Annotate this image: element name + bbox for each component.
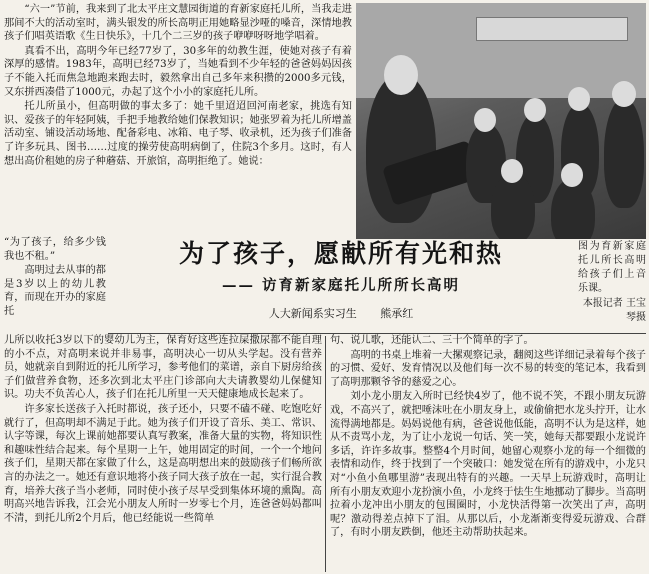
- paragraph: “为了孩子，给多少钱我也不租。”: [4, 237, 106, 262]
- article-photo: [356, 3, 646, 239]
- article-body-bottom-left: [4, 334, 322, 574]
- caption-text: 图为育新家庭托儿所长高明给孩子们上音乐课。: [578, 241, 646, 294]
- byline-author: 熊承红: [380, 307, 414, 320]
- article-body-top: [4, 3, 352, 235]
- paragraph: 刘小龙小朋友入所时已经快4岁了，他不说不笑，不跟小朋友玩游戏，不高兴了，就把唾沫吐在小朋友身上，或偷偷把水龙头拧开，让水流得满地都是。妈妈说他有病，爸爸说他低能，高明不认为是这样，她从不责骂小龙，为了让小龙说一句话、笑一笑，她每天都要跟小龙说许多话，许许多故事。整整4个月时间，她留心观察小龙的每一个细微的表情和动作，终于找到了一个突破口：她发觉在所有的游戏中，小龙只对“小鱼小鱼哪里游”表现出特有的兴趣。一天早上玩游戏时，高明让所有小朋友欢迎小龙扮演小鱼，小龙终于怯生生地挪动了脚步。当高明拉着小龙冲出小朋友的包围圈时，小龙快活得第一次笑出了声，高明呢？激动得差点掉下了泪。从那以后，小龙渐渐变得爱玩游戏、合群了，有时小朋友跌倒，他还主动帮助扶起来。: [330, 391, 646, 539]
- paragraph: 儿所以收托3岁以下的婴幼儿为主，保育好这些连拉屎撒尿都不能自理的小不点，对高明来说并非易事，高明决心一切从头学起。没有营养员，她就亲自到附近的托儿所学习，参考他们的菜谱，亲自下厨房给孩子们做营养食物，还多次到北太平庄门诊部向大夫请教婴幼儿保健知识。功夫不负苦心人，孩子们在托儿所里一天天健康地成长起来了。: [4, 335, 322, 401]
- column-divider: [325, 336, 326, 572]
- paragraph: 句、说儿歌，还能认二、三十个简单的字了。: [330, 335, 534, 346]
- paragraph: 真看不出，高明今年已经77岁了，30多年的幼教生涯，使她对孩子有着深厚的感情。1983年，高明已经73岁了，当她看到不少年轻的爸爸妈妈因孩子不能入托而焦急地跑来跑去时，毅然拿出自己多年来积攒的2000多元钱，又东拼西凑借了1000元，办起了这个小小的家庭托儿所。: [4, 45, 352, 98]
- headline-block: [108, 236, 574, 332]
- paragraph: 高明的书桌上堆着一大摞观察记录，翻阅这些详细记录着每个孩子的习惯、爱好、发育情况以及他们每一次不易的转变的笔记本，我看到了高明那颗爷爷的慈爱之心。: [330, 349, 646, 388]
- photo-caption: [578, 240, 646, 325]
- byline-org: 人大新闻系实习生: [268, 307, 357, 320]
- paragraph: 托儿所虽小，但高明做的事太多了：她千里迢迢回河南老家，挑选有知识、爱孩子的年轻阿姨，手把手地教给她们保教知识；她张罗着为托儿所增盖活动室、铺设活动场地、配备彩电、冰箱、电子琴、收录机，还为孩子们准备了许多玩具、图书……过度的操劳使高明病倒了，住院3个多月。这时，有人想出高价租她的房子种蘑菇、开旅馆，高明拒绝了。她说：: [4, 101, 352, 167]
- paragraph: “六一”节前，我来到了北太平庄文慧园街道的育新家庭托儿所，当我走进那间不大的活动室时，满头银发的所长高明正用她略显沙哑的嗓音，深情地教孩子们唱英语歌《生日快乐》，十几个二三岁的孩子咿咿呀呀地学唱着。: [4, 4, 352, 43]
- article-body-left: [4, 236, 106, 334]
- paragraph: 许多家长送孩子入托时都说，孩子还小，只要不磕不碰、吃饱吃好就行了，但高明却不满足于此。她为孩子们开设了音乐、美工、常识、认字等课，每次上课前她都要认真写教案，准备大量的实物，将知识性和趣味性结合起来。每个星期一上午，她用固定的时间，一个一个地问孩子们，星期天都在家做了什么，这是高明想出来的鼓励孩子们畅所欲言的办法之一。她还有意识地将小孩子同大孩子放在一起，实行混合教育，培养大孩子当小老师，同时使小孩子尽早受到集体环境的熏陶。高明高兴地告诉我，江会光小朋友人所时一岁零七个月，连爸爸妈妈都叫不清，到托儿所2个月后，他已经能说一些简单: [4, 403, 322, 524]
- article-subtitle: —— 访育新家庭托儿所所长高明: [221, 277, 461, 294]
- article-title: 为了孩子，愿献所有光和热: [178, 239, 503, 268]
- caption-credit: 本报记者 王宝琴摄: [582, 298, 646, 323]
- article-body-right: [330, 334, 646, 574]
- paragraph: 高明过去从事的都是3岁以上的幼儿教育，而现在开办的家庭托: [4, 265, 106, 317]
- byline: [108, 306, 574, 322]
